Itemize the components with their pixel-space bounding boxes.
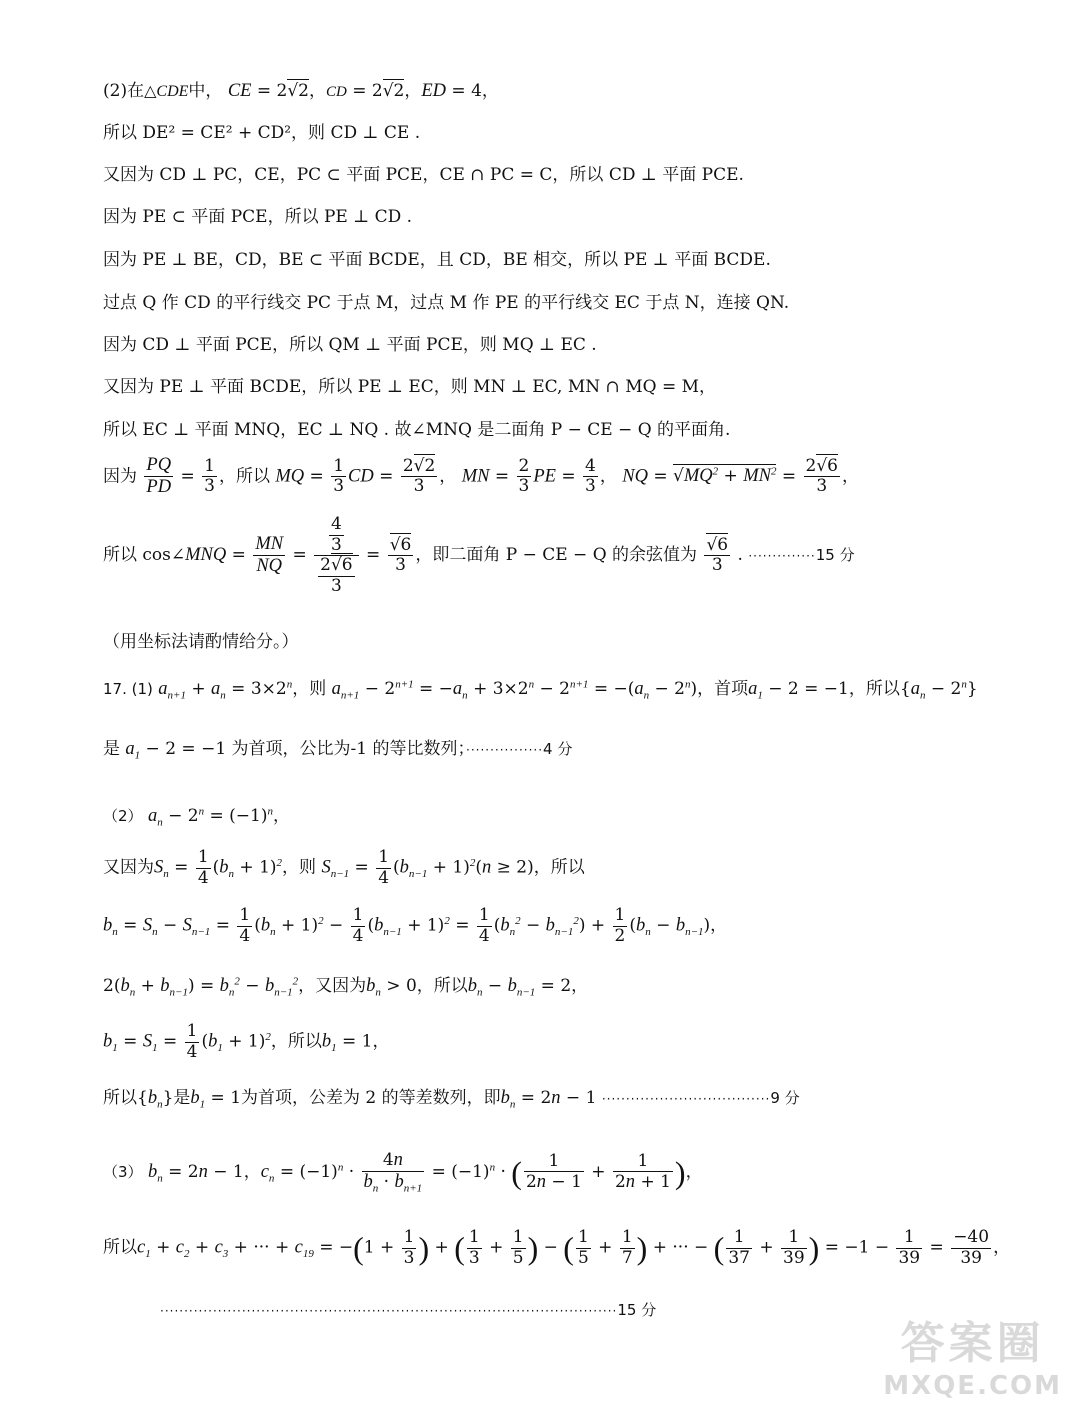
- line-11: 所以 cos∠MNQ = $\frac{MN}{NQ}$ = $\frac{\frac{4}{3}}{\frac{2√6}{3}}$ = $\frac{√6}{3}$ ，即二面角 P − CE − Q 的余弦值为 $\frac{√6}{3}$ . ··············15 分: [103, 514, 855, 596]
- text: 又因为: [103, 857, 154, 878]
- watermark-bottom: MXQE.COM: [883, 1371, 1062, 1401]
- text: 中，: [188, 81, 223, 101]
- score-label: 15 分: [617, 1301, 657, 1319]
- part-label: （2）: [103, 807, 143, 825]
- line-10: 因为 $\frac{PQ}{PD}$ = $\frac{1}{3}$ ，所以 MQ = $\frac{1}{3}$ CD = $\frac{2√2}{3}$ ， MN = $\frac{2}{3}$ PE = $\frac{4}{3}$ ， NQ = $√MQ^2 + MN^2$ = $\frac{2√6}{3}$ ，: [103, 455, 859, 498]
- q17-line-2: 是 $a_1 - 2 = -1$ 为首项，公比为-1 的等比数列；················4 分: [103, 739, 573, 762]
- text: 是: [173, 1088, 191, 1108]
- p2-line-1: （2） $a_n - 2^n = (-1)^n$，: [103, 805, 290, 829]
- line-1: (2)在△CDE中， CE = 2√2，CD = 2√2，ED = 4，: [103, 81, 499, 101]
- text: (2)在: [103, 81, 145, 101]
- watermark-top: 答案圈: [900, 1318, 1045, 1369]
- q17-line-1: 17. (1) $a_{n+1} + a_n = 3\times 2^n$，则 $a_{n+1} - 2^{n+1} = -a_n + 3\times 2^n - 2^{n+1} = -(a_n - 2^n)$，首项$a_1 - 2 = -1$，所以$\{a_n - 2^n\}$: [103, 678, 978, 702]
- p2-line-6: 所以$\{b_n\}$是$b_1 = 1$为首项，公差为 2 的等差数列，即$b_n = 2n - 1 \cdot\cdot\cdot\cdot\cdot\cdot\cdot\cdot\cdot\cdot\cdot\cdot\cdot\cdot\cdot\cdot\cdot\cdot\cdot\cdot\cdot\cdot\cdot\cdot\cdot\cdot\cdot\cdot\cdot\cdot\cdot\cdot\cdot\cdot\cdot 9$ 分: [103, 1088, 800, 1111]
- text: 因为: [103, 466, 137, 487]
- text: ，所以: [848, 679, 900, 699]
- line-9: 所以 EC ⊥ 平面 MNQ，EC ⊥ NQ . 故∠MNQ 是二面角 P − CE − Q 的平面角.: [103, 420, 731, 440]
- line-5: 因为 PE ⊥ BE，CD，BE ⊂ 平面 BCDE，且 CD，BE 相交，所以 PE ⊥ 平面 BCDE.: [103, 250, 771, 270]
- text: ，又因为: [298, 976, 367, 996]
- p2-line-4: $2(b_n + b_{n-1}) = b_n^2 - b_{n-1}^2$，又因为$b_n > 0$，所以$b_n - b_{n-1} = 2$，: [103, 975, 589, 999]
- p2-line-3: $b_n = S_n - S_{n-1}$ = $\frac{1}{4}$ $(b_n + 1)^2$ − $\frac{1}{4}$ $(b_{n-1} + 1)^2$ = $\frac{1}{4}$ $(b_n^2 - b_{n-1}^2)$ + $\frac{1}{2}$ $(b_n - b_{n-1})$，: [103, 905, 728, 946]
- text: 为首项，公比为-1 的等比数列；: [231, 739, 467, 759]
- text: 为首项，公差为 2 的等差数列，即: [241, 1088, 501, 1108]
- p3-score-line: ·······························································································15 分: [160, 1301, 657, 1319]
- p3-line-1: （3） $b_n = 2n - 1$，$c_n = (-1)^n$ · $\frac{4n}{b_n \cdot b_{n+1}}$ = $(-1)^n$ · ( $\frac{1}{2n - 1}$ + $\frac{1}{2n + 1}$ )，: [103, 1150, 703, 1195]
- part-label: （3）: [103, 1163, 143, 1182]
- text: 所以: [103, 545, 137, 566]
- triangle-label: △CDE: [144, 83, 189, 100]
- question-label: 17. (1): [103, 680, 153, 698]
- text: ，所以: [416, 976, 468, 996]
- line-7: 因为 CD ⊥ 平面 PCE，所以 QM ⊥ 平面 PCE，则 MQ ⊥ EC .: [103, 335, 597, 355]
- p3-line-2: 所以$c_1 + c_2 + c_3$ + ··· + $c_{19} = -(1$ + $\frac{1}{3}$ ) + ( $\frac{1}{3}$ + $\frac{1}{5}$ ) − ( $\frac{1}{5}$ + $\frac{1}{7}$ ) + ··· − ( $\frac{1}{37}$ + $\frac{1}{39}$ ) = −1 − $\frac{1}{39}$ = $\frac{-40}{39}$ ，: [103, 1227, 1011, 1268]
- line-2: 所以 DE² = CE² + CD²，则 CD ⊥ CE .: [103, 123, 421, 143]
- text: 所以: [103, 1237, 137, 1258]
- text: ，则: [282, 857, 317, 878]
- note: （用坐标法请酌情给分。）: [103, 632, 299, 652]
- score-label: 4 分: [543, 740, 573, 758]
- text: ，所以: [533, 857, 585, 878]
- line-3: 又因为 CD ⊥ PC，CE，PC ⊂ 平面 PCE，CE ∩ PC = C，所以 CD ⊥ 平面 PCE.: [103, 165, 744, 185]
- text: ，首项: [697, 679, 749, 699]
- line-6: 过点 Q 作 CD 的平行线交 PC 于点 M，过点 M 作 PE 的平行线交 EC 于点 N，连接 QN.: [103, 293, 790, 313]
- p2-line-5: $b_1 = S_1$ = $\frac{1}{4}$ $(b_1 + 1)^2$，所以$b_1 = 1$，: [103, 1021, 390, 1062]
- watermark-logo: [883, 1307, 1062, 1401]
- line-4: 因为 PE ⊂ 平面 PCE，所以 PE ⊥ CD .: [103, 207, 413, 227]
- text: ，所以: [270, 1031, 322, 1052]
- p2-line-2: 又因为$S_n$ = $\frac{1}{4}$ $(b_n + 1)^2$，则 $S_{n-1}$ = $\frac{1}{4}$ $(b_{n-1} + 1)^2(n \ge 2)$，所以: [103, 847, 585, 888]
- score-label: 15 分: [815, 546, 855, 565]
- text: ，即二面角 P − CE − Q 的余弦值为: [415, 545, 698, 566]
- text: 所以: [103, 1088, 137, 1108]
- score-label: 9 分: [770, 1089, 800, 1107]
- text: ，则: [292, 679, 327, 699]
- line-8: 又因为 PE ⊥ 平面 BCDE，所以 PE ⊥ EC，则 MN ⊥ EC, MN ∩ MQ = M，: [103, 377, 717, 397]
